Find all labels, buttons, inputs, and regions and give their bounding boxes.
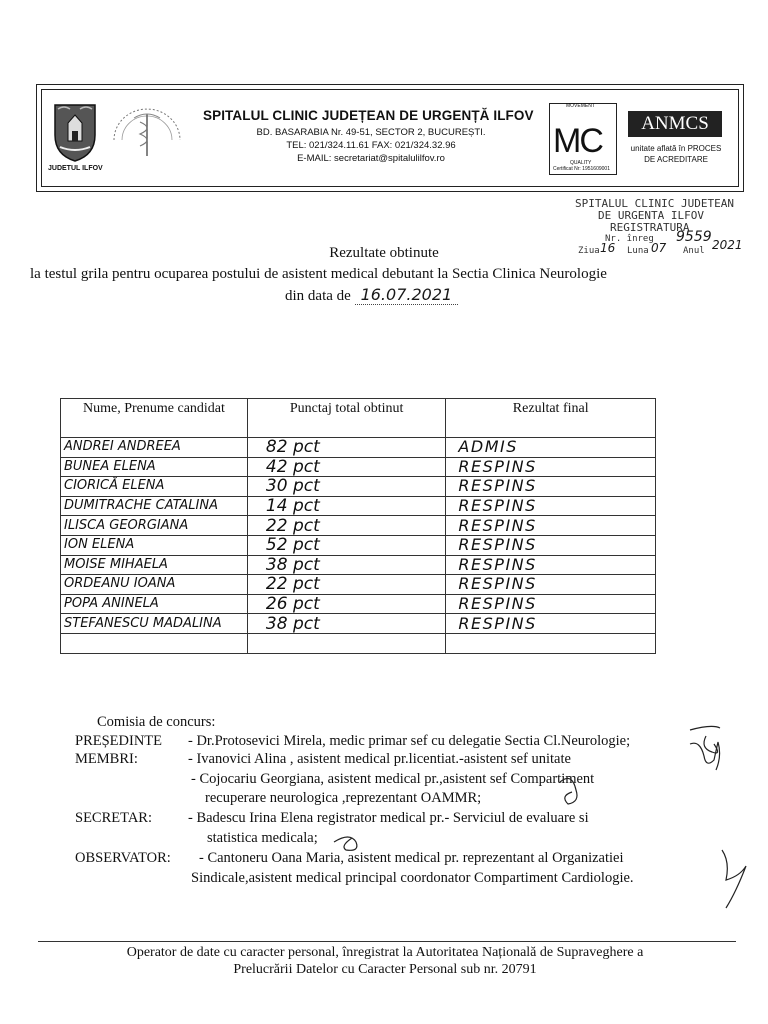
- candidate-score: 14 pct: [247, 496, 446, 516]
- table-row: [61, 457, 656, 477]
- county-coat-of-arms-icon: [52, 101, 98, 163]
- candidate-name: ILISCA GEORGIANA: [61, 516, 248, 536]
- candidate-result: RESPINS: [446, 516, 656, 536]
- table-row: [61, 496, 656, 516]
- candidate-score: 38 pct: [247, 614, 446, 634]
- secretary-text: - Badescu Irina Elena registrator medical pr.- Serviciul de evaluare si: [188, 810, 589, 826]
- hospital-email: E-MAIL: secretariat@spitalulilfov.ro: [297, 153, 445, 164]
- stamp-month-value: 07: [651, 241, 667, 255]
- table-row: [61, 575, 656, 595]
- candidate-name: DUMITRACHE CATALINA: [61, 496, 248, 516]
- observer-label: OBSERVATOR:: [75, 850, 171, 866]
- members-label: MEMBRI:: [75, 751, 138, 767]
- secretary-label: SECRETAR:: [75, 810, 152, 826]
- observer-text-continued: Sindicale,asistent medical principal coordonator Compartiment Cardiologie.: [191, 870, 634, 886]
- anmcs-accreditation-status: unitate aflată în PROCES DE ACREDITARE: [630, 144, 722, 164]
- results-table: [60, 398, 656, 654]
- candidate-result: RESPINS: [446, 457, 656, 477]
- candidate-result: ADMIS: [446, 438, 656, 458]
- column-header-result: Rezultat final: [446, 399, 656, 438]
- column-header-score: Punctaj total obtinut: [247, 399, 446, 438]
- president-text: - Dr.Protosevici Mirela, medic primar sef cu delegatie Sectia Cl.Neurologie;: [188, 733, 631, 749]
- stamp-hospital-line2: DE URGENTA ILFOV: [598, 209, 704, 222]
- stamp-day-label: Ziua: [578, 246, 600, 256]
- hospital-name: SPITALUL CLINIC JUDEȚEAN DE URGENȚĂ ILFOV: [203, 108, 534, 123]
- exam-date-line: [285, 285, 458, 305]
- mc-certificate-number: Certificat Nr: 1951609001: [553, 166, 610, 172]
- mc-logo-letters: MC: [553, 122, 602, 160]
- candidate-name: ANDREI ANDREEA: [61, 438, 248, 458]
- table-row: [61, 438, 656, 458]
- candidate-name: MOISE MIHAELA: [61, 555, 248, 575]
- candidate-name: STEFANESCU MADALINA: [61, 614, 248, 634]
- signature-observer: [722, 850, 746, 908]
- observer-text: - Cantoneru Oana Maria, asistent medical pr. reprezentant al Organizatiei: [199, 850, 624, 866]
- hospital-phone-fax: TEL: 021/324.11.61 FAX: 021/324.32.96: [286, 140, 456, 151]
- hospital-seal-icon: [104, 100, 190, 170]
- candidate-score: 26 pct: [247, 594, 446, 614]
- stamp-nr-value: 9559: [676, 229, 712, 245]
- stamp-nr-label: Nr. înreg: [605, 234, 654, 244]
- column-header-name: Nume, Prenume candidat: [61, 399, 248, 438]
- footer-text: [40, 944, 730, 978]
- member2-text: - Cojocariu Georgiana, asistent medical pr.,asistent sef Compartiment: [191, 771, 595, 787]
- candidate-result: RESPINS: [446, 614, 656, 634]
- mc-logo-top-text: MOVEMENT: [566, 103, 595, 109]
- candidate-score: 82 pct: [247, 438, 446, 458]
- member2-text-continued: recuperare neurologica ,reprezentant OAMMR;: [205, 790, 482, 806]
- candidate-result: RESPINS: [446, 535, 656, 555]
- candidate-result: RESPINS: [446, 555, 656, 575]
- exam-date-label: din data de: [285, 288, 351, 304]
- footer-line2: Prelucrării Datelor cu Caracter Personal sub nr. 20791: [233, 962, 537, 977]
- table-row: [61, 614, 656, 634]
- document-title: Rezultate obtinute: [329, 245, 439, 261]
- hospital-address: BD. BASARABIA Nr. 49-51, SECTOR 2, BUCUREȘTI.: [256, 127, 486, 138]
- mc-logo-bottom-text: QUALITY: [570, 160, 592, 166]
- footer-line1: Operator de date cu caracter personal, înregistrat la Autoritatea Națională de Supraveghere a: [126, 945, 644, 960]
- exam-date-value: 16.07.2021: [355, 285, 459, 305]
- document-subtitle: la testul grila pentru ocuparea postului de asistent medical debutant la Sectia Clinica Neurologie: [30, 266, 607, 282]
- stamp-year-label: Anul: [683, 246, 705, 256]
- candidate-score: 22 pct: [247, 575, 446, 595]
- member1-text: - Ivanovici Alina , asistent medical pr.licentiat.-asistent sef unitate: [188, 751, 571, 767]
- candidate-result: RESPINS: [446, 477, 656, 497]
- stamp-month-label: Luna: [627, 246, 649, 256]
- signature-member1: [690, 742, 720, 770]
- table-row: [61, 535, 656, 555]
- candidate-result: RESPINS: [446, 496, 656, 516]
- candidate-result: RESPINS: [446, 594, 656, 614]
- candidate-score: 30 pct: [247, 477, 446, 497]
- table-row: [61, 477, 656, 497]
- candidate-score: 38 pct: [247, 555, 446, 575]
- anmcs-logo: ANMCS: [628, 111, 722, 137]
- table-row: [61, 555, 656, 575]
- stamp-year-value: 2021: [712, 238, 743, 252]
- candidate-name: BUNEA ELENA: [61, 457, 248, 477]
- footer-divider: [38, 941, 736, 942]
- candidate-result: RESPINS: [446, 575, 656, 595]
- table-row: [61, 594, 656, 614]
- stamp-registry-label: REGISTRATURA: [610, 221, 690, 234]
- table-header-row: [61, 399, 656, 438]
- candidate-score: 22 pct: [247, 516, 446, 536]
- table-row-empty: [61, 633, 656, 653]
- commission-heading: Comisia de concurs:: [97, 714, 216, 730]
- stamp-day-value: 16: [600, 241, 616, 255]
- candidate-score: 52 pct: [247, 535, 446, 555]
- stamp-hospital-line1: SPITALUL CLINIC JUDETEAN: [575, 197, 734, 210]
- candidate-name: ORDEANU IOANA: [61, 575, 248, 595]
- candidate-score: 42 pct: [247, 457, 446, 477]
- table-row: [61, 516, 656, 536]
- signature-president: [690, 726, 720, 753]
- candidate-name: POPA ANINELA: [61, 594, 248, 614]
- candidate-name: CIORICĂ ELENA: [61, 477, 248, 497]
- secretary-text-continued: statistica medicala;: [207, 830, 318, 846]
- president-label: PREȘEDINTE: [75, 733, 162, 749]
- candidate-name: ION ELENA: [61, 535, 248, 555]
- county-label: JUDETUL ILFOV: [48, 165, 103, 172]
